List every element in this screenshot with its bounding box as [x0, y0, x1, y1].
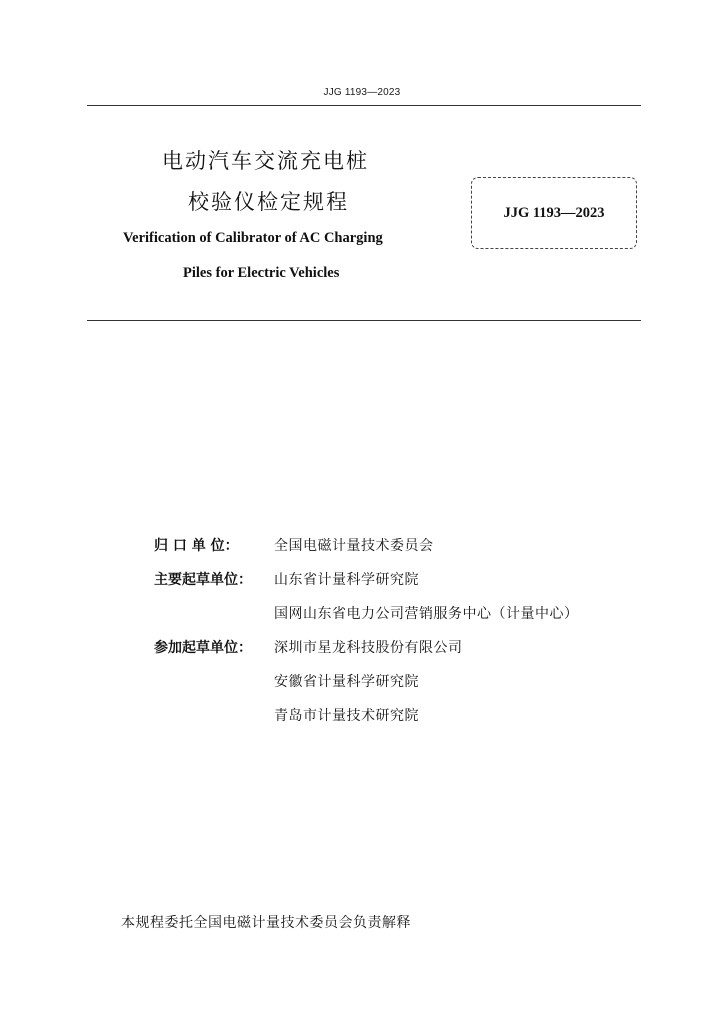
title-english-line-2: Piles for Electric Vehicles — [183, 265, 340, 281]
title-english-line-1: Verification of Calibrator of AC Charging — [123, 230, 383, 246]
org-value-participating-3: 青岛市计量技术研究院 — [274, 708, 419, 724]
org-label-main-drafter: 主要起草单位： — [154, 572, 252, 588]
org-label-responsible: 归 口 单 位： — [154, 538, 239, 554]
title-chinese-line-1: 电动汽车交流充电桩 — [162, 149, 369, 173]
org-value-main-drafter-2: 国网山东省电力公司营销服务中心（计量中心） — [274, 606, 579, 622]
title-chinese-line-2: 校验仪检定规程 — [188, 190, 349, 214]
interpretation-note: 本规程委托全国电磁计量技术委员会负责解释 — [121, 915, 411, 931]
header-divider — [87, 105, 641, 106]
org-value-participating-1: 深圳市星龙科技股份有限公司 — [274, 640, 463, 656]
org-label-participating: 参加起草单位： — [154, 640, 252, 656]
regulation-code: JJG 1193—2023 — [503, 204, 605, 221]
title-divider — [87, 320, 641, 321]
running-header: JJG 1193—2023 — [323, 87, 401, 98]
org-value-main-drafter-1: 山东省计量科学研究院 — [274, 572, 419, 588]
regulation-code-box — [471, 177, 637, 249]
org-value-participating-2: 安徽省计量科学研究院 — [274, 674, 419, 690]
org-value-responsible: 全国电磁计量技术委员会 — [274, 538, 434, 554]
